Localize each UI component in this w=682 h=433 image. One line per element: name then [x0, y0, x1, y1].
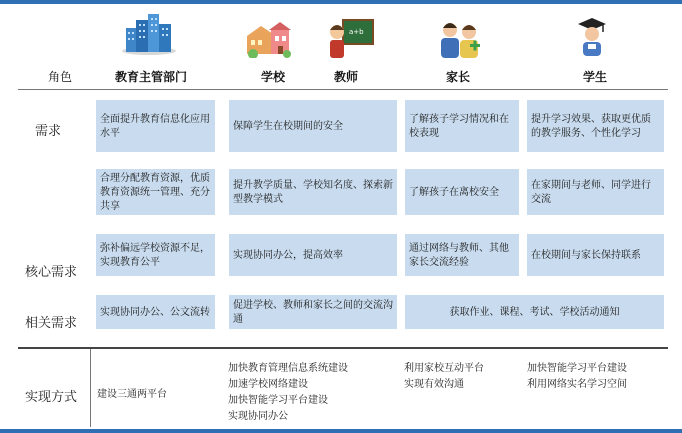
header-divider [18, 89, 668, 90]
cell-r3-edu: 弥补偏远学校资源不足，实现教育公平 [93, 234, 215, 276]
cell-r1-parent: 了解孩子学习情况和在校表现 [402, 100, 519, 152]
cell-r3-student: 在校期间与家长保持联系 [524, 234, 664, 276]
header-student: 学生 [582, 70, 607, 84]
cell-r2-student: 在家期间与老师、同学进行交流 [524, 169, 664, 215]
cell-r4-school: 促进学校、教师和家长之间的交流沟通 [226, 295, 397, 329]
teacher-icon [327, 18, 375, 60]
parent-icon [437, 18, 483, 60]
method-school-1: 加快教育管理信息系统建设 [228, 363, 348, 374]
method-vertical-divider [90, 349, 91, 427]
row-label-method: 实现方式 [25, 390, 78, 405]
cell-r4-parent-student: 获取作业、课程、考试、学校活动通知 [402, 295, 664, 329]
cell-r1-school: 保障学生在校期间的安全 [226, 100, 397, 152]
method-parent-2: 实现有效沟通 [404, 379, 464, 390]
method-school-4: 实现协同办公 [228, 411, 288, 422]
row-label-related: 相关需求 [25, 316, 78, 331]
method-school-3: 加快智能学习平台建设 [228, 395, 328, 406]
svg-text:a+b: a+b [349, 28, 364, 36]
method-student-1: 加快智能学习平台建设 [527, 363, 627, 374]
method-parent-1: 利用家校互动平台 [404, 363, 484, 374]
top-accent-bar [0, 0, 682, 4]
header-edu-dept: 教育主管部门 [114, 70, 187, 84]
header-school: 学校 [260, 70, 285, 84]
header-teacher: 教师 [333, 70, 358, 84]
student-icon [575, 14, 609, 58]
school-icon [243, 18, 293, 58]
cell-r2-edu: 合理分配教育资源，优质教育资源统一管理、充分共享 [93, 169, 215, 215]
buildings-icon [120, 12, 178, 56]
cell-r3-parent: 通过网络与教师、其他家长交流经验 [402, 234, 519, 276]
cell-r1-edu: 全面提升教育信息化应用水平 [93, 100, 215, 152]
method-divider [18, 347, 668, 349]
method-school-2: 加速学校网络建设 [228, 379, 308, 390]
cell-r4-edu: 实现协同办公、公文流转 [93, 295, 215, 329]
cell-r2-school: 提升教学质量、学校知名度、探索新型教学模式 [226, 169, 397, 215]
method-edu: 建设三通两平台 [97, 389, 167, 400]
method-student-2: 利用网络实名学习空间 [527, 379, 627, 390]
header-parent: 家长 [445, 70, 470, 84]
header-role: 角色 [47, 70, 72, 84]
cell-r1-student: 提升学习效果、获取更优质的教学服务、个性化学习 [524, 100, 664, 152]
row-label-core: 核心需求 [25, 265, 78, 280]
bottom-accent-bar [0, 429, 682, 433]
cell-r2-parent: 了解孩子在离校安全 [402, 169, 519, 215]
row-label-demand: 需求 [35, 124, 62, 139]
cell-r3-school: 实现协同办公，提高效率 [226, 234, 397, 276]
